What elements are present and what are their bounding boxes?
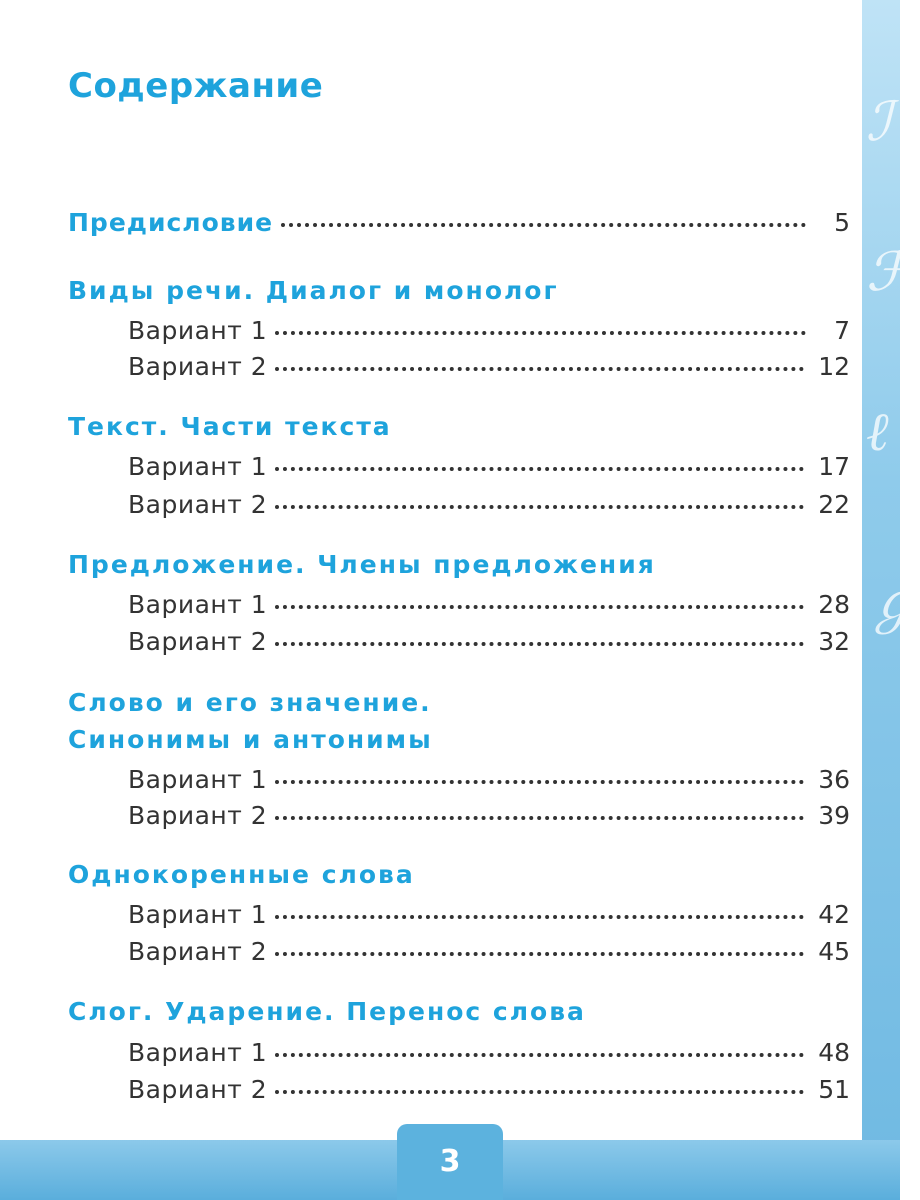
handwriting-decoration: ℊ bbox=[866, 571, 920, 634]
toc-page-number: 7 bbox=[834, 316, 850, 345]
toc-row-preface[interactable] bbox=[68, 208, 850, 244]
toc-row-variant[interactable] bbox=[68, 1038, 850, 1074]
toc-entry-label: Вариант 2 bbox=[128, 352, 268, 381]
leader-dots bbox=[275, 952, 804, 956]
toc-entry-label: Вариант 1 bbox=[128, 452, 268, 481]
toc-row-variant[interactable] bbox=[68, 937, 850, 973]
toc-row-variant[interactable] bbox=[68, 765, 850, 801]
toc-page-number: 51 bbox=[818, 1075, 850, 1104]
toc-entry-label: Предисловие bbox=[68, 208, 274, 237]
toc-row-variant[interactable] bbox=[68, 1075, 850, 1111]
toc-entry-label: Вариант 2 bbox=[128, 937, 268, 966]
toc-entry-label: Вариант 1 bbox=[128, 900, 268, 929]
toc-row-variant[interactable] bbox=[68, 801, 850, 837]
toc-page-number: 12 bbox=[818, 352, 850, 381]
toc-row-variant[interactable] bbox=[68, 627, 850, 663]
toc-page-number: 45 bbox=[818, 937, 850, 966]
leader-dots bbox=[275, 642, 804, 646]
leader-dots bbox=[275, 367, 804, 371]
leader-dots bbox=[281, 223, 806, 227]
handwriting-decoration: ℱ bbox=[866, 240, 909, 303]
toc-page-number: 48 bbox=[818, 1038, 850, 1067]
leader-dots bbox=[275, 915, 804, 919]
toc-entry-label: Вариант 1 bbox=[128, 765, 268, 794]
toc-row-variant[interactable] bbox=[68, 490, 850, 526]
toc-entry-label: Вариант 2 bbox=[128, 801, 268, 830]
toc-entry-label: Вариант 2 bbox=[128, 627, 268, 656]
handwriting-decoration: ℓ bbox=[866, 400, 889, 463]
toc-page-number: 39 bbox=[818, 801, 850, 830]
leader-dots bbox=[275, 331, 806, 335]
section-heading: Слог. Ударение. Перенос слова bbox=[68, 997, 586, 1026]
toc-page-number: 42 bbox=[818, 900, 850, 929]
page-title: Содержание bbox=[68, 66, 324, 106]
leader-dots bbox=[275, 1090, 804, 1094]
section-heading: Однокоренные слова bbox=[68, 860, 415, 889]
section-heading: Синонимы и антонимы bbox=[68, 725, 433, 754]
toc-entry-label: Вариант 1 bbox=[128, 316, 268, 345]
leader-dots bbox=[275, 1053, 804, 1057]
decorative-right-border bbox=[862, 0, 920, 1200]
page-number: 3 bbox=[439, 1144, 461, 1179]
toc-row-variant[interactable] bbox=[68, 352, 850, 388]
section-heading: Предложение. Члены предложения bbox=[68, 550, 656, 579]
toc-entry-label: Вариант 1 bbox=[128, 590, 268, 619]
leader-dots bbox=[275, 505, 804, 509]
toc-row-variant[interactable] bbox=[68, 590, 850, 626]
toc-page-number: 28 bbox=[818, 590, 850, 619]
toc-entry-label: Вариант 2 bbox=[128, 1075, 268, 1104]
leader-dots bbox=[275, 816, 804, 820]
toc-entry-label: Вариант 1 bbox=[128, 1038, 268, 1067]
toc-page-number: 5 bbox=[834, 208, 850, 237]
toc-page-number: 17 bbox=[818, 452, 850, 481]
toc-page-number: 22 bbox=[818, 490, 850, 519]
toc-row-variant[interactable] bbox=[68, 900, 850, 936]
leader-dots bbox=[275, 605, 804, 609]
leader-dots bbox=[275, 467, 804, 471]
leader-dots bbox=[275, 780, 804, 784]
toc-row-variant[interactable] bbox=[68, 316, 850, 352]
toc-page-number: 36 bbox=[818, 765, 850, 794]
section-heading: Текст. Части текста bbox=[68, 412, 392, 441]
handwriting-decoration: ℐ bbox=[866, 90, 892, 153]
section-heading: Слово и его значение. bbox=[68, 688, 432, 717]
toc-entry-label: Вариант 2 bbox=[128, 490, 268, 519]
section-heading: Виды речи. Диалог и монолог bbox=[68, 276, 559, 305]
toc-page-number: 32 bbox=[818, 627, 850, 656]
toc-row-variant[interactable] bbox=[68, 452, 850, 488]
